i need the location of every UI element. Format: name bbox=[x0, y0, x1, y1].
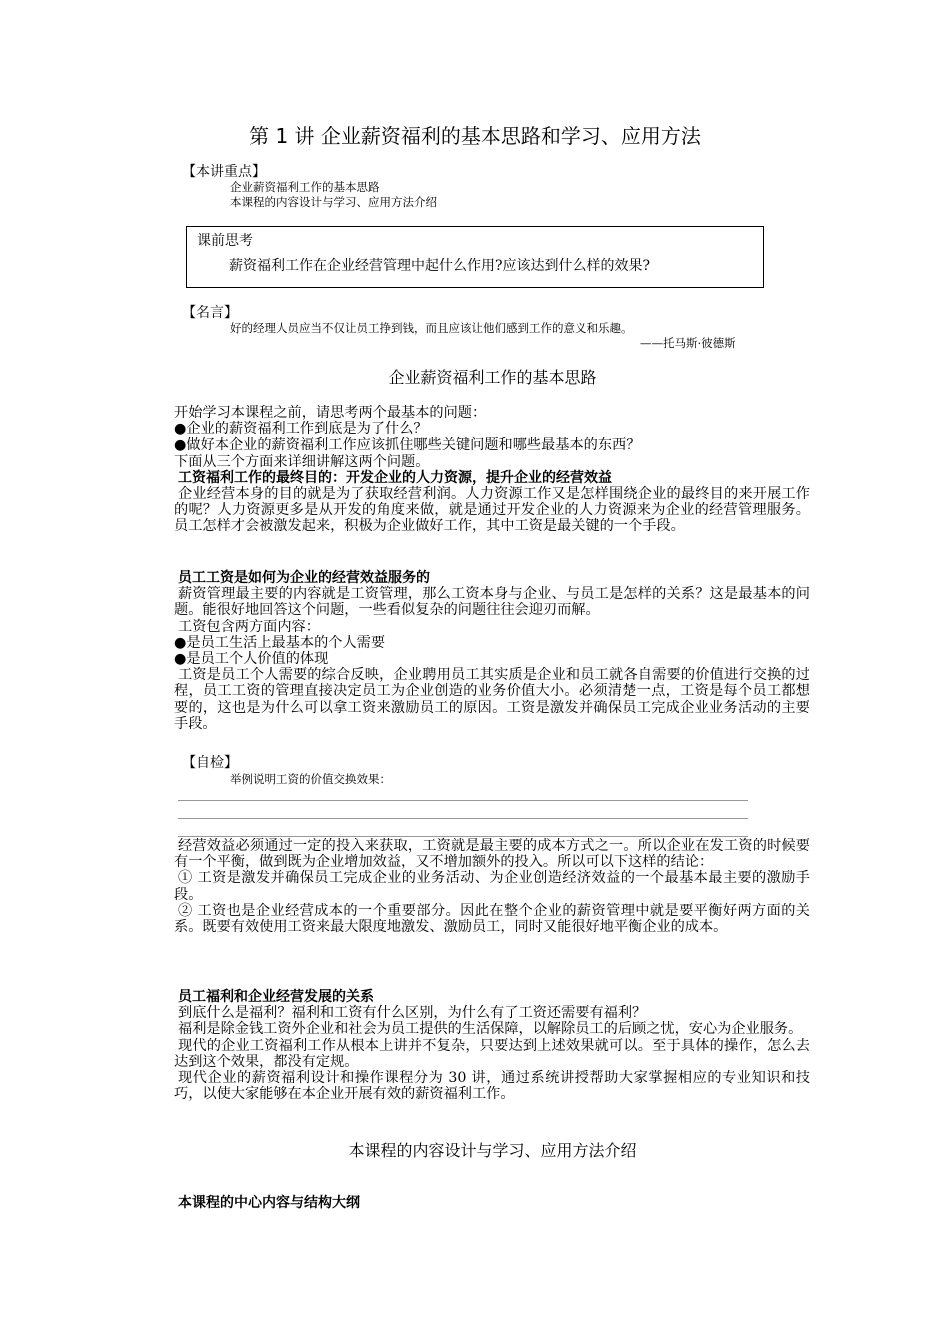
pre-think-text: 薪资福利工作在企业经营管理中起什么作用?应该达到什么样的效果? bbox=[229, 258, 651, 274]
paragraph: 工资包含两方面内容： bbox=[178, 618, 320, 635]
paragraph: 福利是除金钱工资外企业和社会为员工提供的生活保障，以解除员工的后顾之忧，安心为企业服务。 bbox=[178, 1021, 803, 1038]
bullet-item: ●是员工生活上最基本的个人需要 bbox=[174, 634, 386, 651]
subheading: 员工工资是如何为企业的经营效益服务的 bbox=[178, 570, 430, 586]
paragraph: 企业经营本身的目的就是为了获取经营利润。人力资源工作又是怎样围绕企业的最终目的来开展工作的呢？人力资源更多是从开发的角度来做，就是通过开发企业的人力资源来为企业的经营管理服务。员工怎样才会被激发起来，积极为企业做好工作，其中工资是最关键的一个手段。 bbox=[174, 486, 810, 535]
answer-line bbox=[178, 800, 748, 801]
subheading: 员工福利和企业经营发展的关系 bbox=[178, 989, 374, 1005]
key-point-item: 本课程的内容设计与学习、应用方法介绍 bbox=[230, 195, 437, 209]
conclusion-block bbox=[174, 838, 810, 935]
quote-text: 好的经理人员应当不仅让员工挣到钱，而且应该让他们感到工作的意义和乐趣。 bbox=[230, 321, 633, 335]
key-points-label: 【本讲重点】 bbox=[182, 164, 266, 180]
self-check-label: 【自检】 bbox=[182, 755, 238, 771]
answer-line bbox=[178, 836, 748, 837]
pre-think-label: 课前思考 bbox=[197, 233, 253, 249]
paragraph: 到底什么是福利？福利和工资有什么区别，为什么有了工资还需要有福利？ bbox=[178, 1005, 647, 1022]
conclusion-item: ① 工资是激发并确保员工完成企业的业务活动、为企业创造经济效益的一个最基本最主要的激励手段。 bbox=[174, 870, 810, 903]
quote-label: 【名言】 bbox=[182, 305, 238, 321]
paragraph: 经营效益必须通过一定的投入来获取，工资就是最主要的成本方式之一。所以企业在发工资的时候要有一个平衡，做到既为企业增加效益，又不增加额外的投入。所以可以下这样的结论： bbox=[174, 838, 810, 871]
page-title: 第 1 讲 企业薪资福利的基本思路和学习、应用方法 bbox=[249, 124, 701, 148]
intro-line: 开始学习本课程之前，请思考两个最基本的问题： bbox=[174, 405, 487, 421]
paragraph: 薪资管理最主要的内容就是工资管理，那么工资本身与企业、与员工是怎样的关系？这是最基本的问题。能很好地回答这个问题，一些看似复杂的问题往往会迎刃而解。 bbox=[174, 586, 810, 619]
paragraph: 工资是员工个人需要的综合反映，企业聘用员工其实质是企业和员工就各自需要的价值进行交换的过程，员工工资的管理直接决定员工为企业创造的业务价值大小。必须清楚一点，工资是每个员工都想要的，这也是为什么可以拿工资来激励员工的原因。工资是激发并确保员工完成企业业务活动的主要手段。 bbox=[174, 667, 810, 732]
intro-bullet: ●做好本企业的薪资福利工作应该抓住哪些关键问题和哪些最基本的东西？ bbox=[174, 437, 641, 454]
paragraph: 现代的企业工资福利工作从根本上讲并不复杂，只要达到上述效果就可以。至于具体的操作，怎么去达到这个效果，都没有定规。 bbox=[174, 1037, 810, 1070]
section-heading: 本课程的内容设计与学习、应用方法介绍 bbox=[348, 1141, 637, 1160]
answer-line bbox=[178, 818, 748, 819]
paragraph: 现代企业的薪资福利设计和操作课程分为 30 讲，通过系统讲授帮助大家掌握相应的专业知识和技巧，以使大家能够在本企业开展有效的薪资福利工作。 bbox=[174, 1070, 810, 1103]
intro-bullet: ●企业的薪资福利工作到底是为了什么？ bbox=[174, 421, 428, 438]
pre-think-box bbox=[186, 226, 764, 288]
bullet-item: ●是员工个人价值的体现 bbox=[174, 651, 329, 668]
section-heading: 企业薪资福利工作的基本思路 bbox=[388, 368, 597, 387]
wage-block bbox=[174, 570, 810, 732]
subheading: 本课程的中心内容与结构大纲 bbox=[178, 1195, 360, 1211]
subheading: 工资福利工作的最终目的：开发企业的人力资源，提升企业的经营效益 bbox=[178, 469, 612, 486]
conclusion-item: ② 工资也是企业经营成本的一个重要部分。因此在整个企业的薪资管理中就是要平衡好两方面的关系。既要有效使用工资来最大限度地激发、激励员工，同时又能很好地平衡企业的成本。 bbox=[174, 902, 810, 936]
self-check-text: 举例说明工资的价值交换效果： bbox=[230, 772, 391, 786]
quote-author: ——托马斯·彼德斯 bbox=[640, 336, 736, 350]
key-point-item: 企业薪资福利工作的基本思路 bbox=[230, 180, 380, 194]
intro-line: 下面从三个方面来详细讲解这两个问题。 bbox=[174, 453, 430, 470]
intro-block bbox=[174, 405, 810, 535]
welfare-block bbox=[174, 989, 810, 1102]
